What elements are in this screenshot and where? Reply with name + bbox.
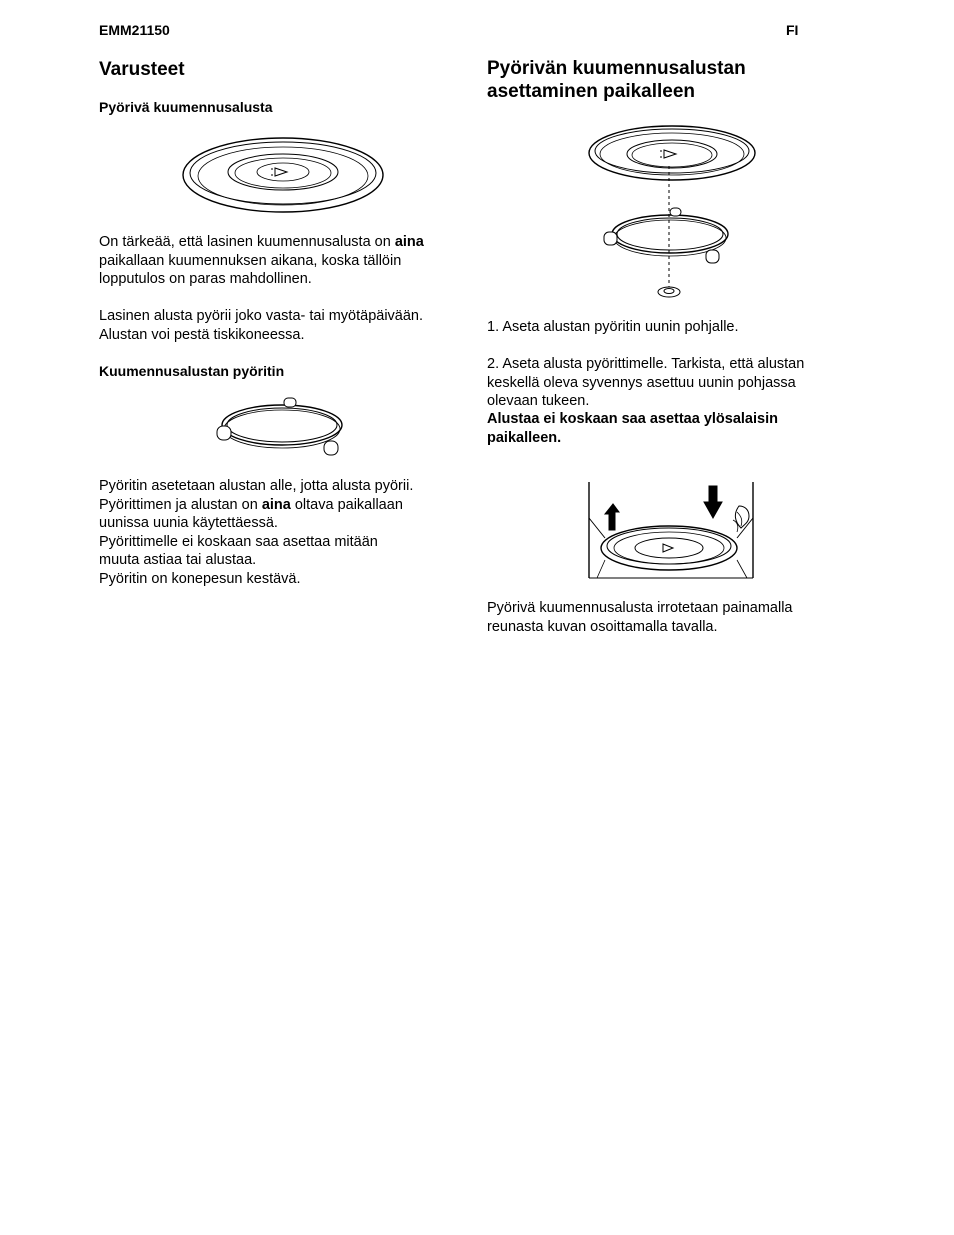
text-line: oltava paikallaan (290, 496, 403, 513)
subheading-turntable: Pyörivä kuumennusalusta (99, 99, 273, 115)
step-2 (487, 355, 804, 411)
model-number: EMM21150 (99, 22, 170, 38)
warning-upside-down (487, 410, 778, 447)
text-line: olevaan tukeen. (487, 393, 590, 409)
text-line: Alustaa ei koskaan saa asettaa ylösalaisin (487, 411, 778, 427)
text-line: Pyöritin on konepesun kestävä. (99, 570, 301, 587)
text-line: paikalleen. (487, 429, 562, 446)
text-line: keskellä oleva syvennys asettuu uunin pohjassa (487, 374, 796, 391)
section-title-installing (487, 57, 746, 103)
paragraph-removal (487, 599, 792, 636)
text-line: 2. Aseta alusta pyörittimelle. Tarkista, että alustan (487, 356, 805, 372)
text-line: lopputulos on paras mahdollinen. (99, 271, 312, 287)
roller-ring-illustration (214, 396, 348, 458)
removal-illustration (587, 482, 757, 580)
text-line: reunasta kuvan osoittamalla tavalla. (487, 618, 718, 635)
text-line: Lasinen alusta pyörii joko vasta- tai myötäpäivään. (99, 308, 424, 324)
installation-illustration (586, 124, 758, 302)
paragraph-roller-info (99, 477, 413, 588)
text-line: paikallaan kuumennuksen aikana, koska tällöin (99, 252, 402, 269)
text-line: Pyörittimelle ei koskaan saa asettaa mitään (99, 533, 378, 550)
text-line: muuta astiaa tai alustaa. (99, 552, 257, 568)
language-code: FI (786, 22, 799, 38)
subheading-roller-ring: Kuumennusalustan pyöritin (99, 363, 285, 379)
text-line: Pyöritin asetetaan alustan alle, jotta alusta pyörii. (99, 478, 414, 494)
step-1: 1. Aseta alustan pyöritin uunin pohjalle. (487, 319, 739, 335)
text-line: Alustan voi pestä tiskikoneessa. (99, 326, 305, 343)
text-line: Pyörivä kuumennusalusta irrotetaan painamalla (487, 600, 793, 616)
emphasis-always: aina (261, 496, 291, 513)
text-line: uunissa uunia käytettäessä. (99, 515, 278, 531)
paragraph-plate-rotation (99, 307, 423, 344)
section-title-accessories: Varusteet (99, 59, 185, 80)
paragraph-plate-importance (99, 233, 424, 289)
title-line: asettaminen paikalleen (487, 81, 696, 102)
text-line: On tärkeää, että lasinen kuumennusalusta on (99, 234, 395, 250)
text-line: Pyörittimen ja alustan on (99, 496, 262, 513)
title-line: Pyörivän kuumennusalustan (487, 58, 746, 79)
emphasis-always: aina (394, 234, 424, 250)
turntable-plate-illustration (182, 136, 384, 214)
